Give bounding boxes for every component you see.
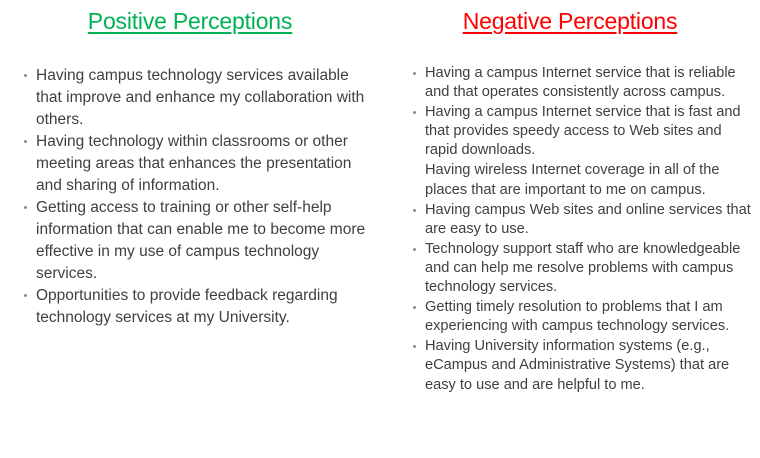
list-item: Having campus Web sites and online services that are easy to use.	[425, 201, 757, 239]
negative-perceptions-title: Negative Perceptions	[462, 8, 678, 34]
list-item: Getting access to training or other self-help information that can enable me to become more effective in my use of campus technology services.	[36, 197, 368, 285]
list-item: Having a campus Internet service that is reliable and that operates consistently across campus.	[425, 64, 757, 102]
list-item: Having campus technology services available that improve and enhance my collaboration with others.	[36, 65, 368, 131]
list-item: Opportunities to provide feedback regarding technology services at my University.	[36, 285, 368, 329]
positive-perceptions-list	[36, 65, 368, 329]
list-item: Having technology within classrooms or other meeting areas that enhances the presentation and sharing of information.	[36, 131, 368, 197]
positive-perceptions-title: Positive Perceptions	[87, 8, 293, 34]
list-item: Having a campus Internet service that is fast and that provides speedy access to Web sites and rapid downloads.	[425, 103, 757, 160]
list-item: Having wireless Internet coverage in all of the places that are important to me on campus.	[425, 162, 720, 198]
list-item: Getting timely resolution to problems that I am experiencing with campus technology services.	[425, 298, 757, 336]
negative-column	[380, 0, 760, 458]
list-item: Having University information systems (e.g., eCampus and Administrative Systems) that are easy to use and are helpful to me.	[425, 337, 757, 394]
list-item: Technology support staff who are knowledgeable and can help me resolve problems with campus technology services.	[425, 240, 757, 297]
negative-perceptions-list	[425, 64, 757, 395]
